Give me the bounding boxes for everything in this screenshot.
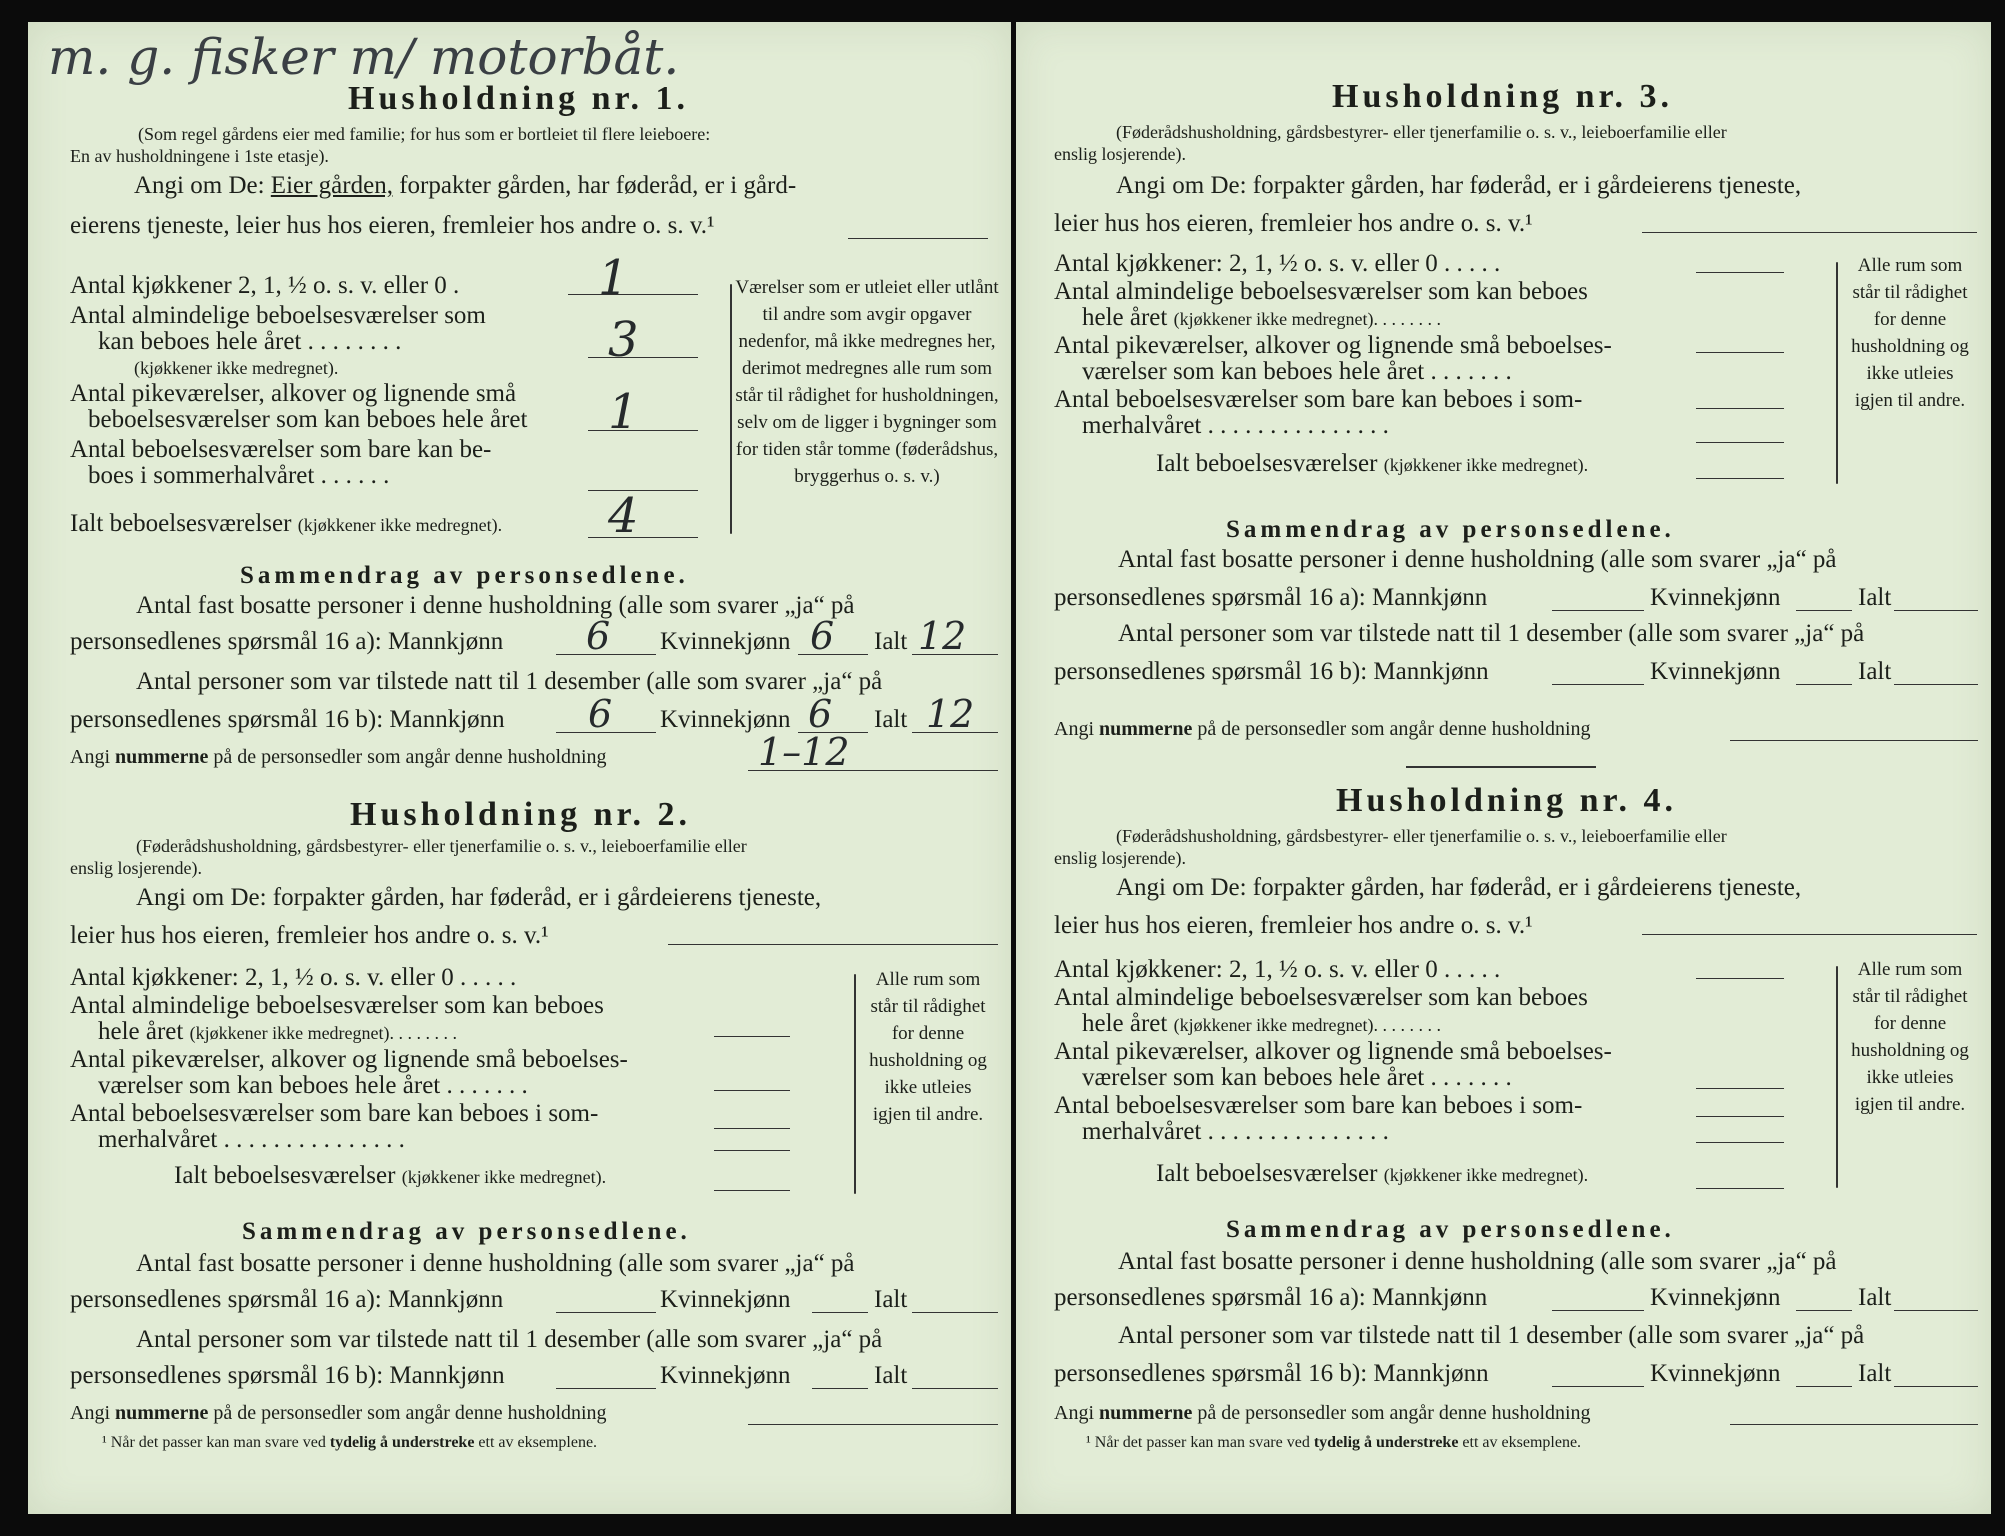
hh4-s2-line-2: personsedlenes spørsmål 16 b): Mannkjønn bbox=[1054, 1360, 1489, 1387]
hh1-s1-ialt: Ialt bbox=[874, 628, 908, 655]
hh3-summary-title: Sammendrag av personsedlene. bbox=[1226, 516, 1675, 543]
hh1-s2-line-2: personsedlenes spørsmål 16 b): Mannkjønn bbox=[70, 706, 505, 733]
hh3-note-1: (Føderådshusholdning, gårdsbestyrer- eller tjenerfamilie o. s. v., leieboerfamilie eller bbox=[1116, 122, 1727, 142]
hh1-total-row bbox=[70, 510, 502, 538]
hh4-note-2: enslig losjerende). bbox=[1054, 848, 1186, 868]
right-footnote bbox=[1086, 1434, 1581, 1452]
hh2-s1-kvinne: Kvinnekjønn bbox=[660, 1286, 791, 1313]
hh1-angi-line-1 bbox=[134, 172, 796, 200]
hh4-s2-ialt: Ialt bbox=[1858, 1360, 1892, 1387]
hh4-angi-nummerne bbox=[1054, 1402, 1591, 1425]
hh3-angi-line-1: Angi om De: forpakter gården, har føderåd, er i gårdeierens tjeneste, bbox=[1116, 172, 1802, 199]
hh4-angi-nr-rest: på de personsedler som angår denne husholdning bbox=[1197, 1402, 1591, 1424]
hh2-s1-line-2: personsedlenes spørsmål 16 a): Mannkjønn bbox=[70, 1286, 504, 1313]
hh4-s1-line-2: personsedlenes spørsmål 16 a): Mannkjønn bbox=[1054, 1284, 1488, 1311]
handwritten-header: m. g. fisker m/ motorbåt. bbox=[48, 28, 680, 86]
right-footnote-bold: tydelig å understreke bbox=[1313, 1434, 1459, 1451]
hh2-summary-title: Sammendrag av personsedlene. bbox=[242, 1218, 691, 1245]
hh2-s1-ialt: Ialt bbox=[874, 1286, 908, 1313]
hh3-title: Husholdning nr. 3. bbox=[1332, 78, 1673, 115]
hh1-angi-rest: forpakter gården, har føderåd, er i gård- bbox=[399, 172, 797, 199]
hh3-summer-1: Antal beboelsesværelser som bare kan beboes i som- bbox=[1054, 386, 1583, 413]
hh1-total-value: 4 bbox=[608, 488, 639, 544]
hh2-note-2: enslig losjerende). bbox=[70, 858, 202, 878]
hh1-s1-line-2: personsedlenes spørsmål 16 a): Mannkjønn bbox=[70, 628, 504, 655]
hh3-angi-nr-rest: på de personsedler som angår denne husholdning bbox=[1197, 718, 1591, 740]
hh1-s1-female: 6 bbox=[810, 614, 835, 658]
hh1-rooms-line-1: Antal almindelige beboelsesværelser som bbox=[70, 302, 486, 329]
hh2-angi-nr-rest: på de personsedler som angår denne husholdning bbox=[213, 1402, 607, 1424]
hh4-summer-1: Antal beboelsesværelser som bare kan beboes i som- bbox=[1054, 1092, 1583, 1119]
hh2-s2-ialt: Ialt bbox=[874, 1362, 908, 1389]
hh2-s2-line-1: Antal personer som var tilstede natt til 1 desember (alle som svarer „ja“ på bbox=[136, 1326, 883, 1353]
hh2-note-1: (Føderådshusholdning, gårdsbestyrer- eller tjenerfamilie o. s. v., leieboerfamilie eller bbox=[136, 836, 747, 856]
hh2-angi-nr-pre: Angi bbox=[70, 1402, 110, 1424]
hh3-total-note: (kjøkkener ikke medregnet). bbox=[1383, 455, 1589, 475]
hh1-rooms-line-3: (kjøkkener ikke medregnet). bbox=[134, 358, 339, 378]
hh3-side-note: Alle rum som står til rådighet for denne husholdning og ikke utleies igjen til andre. bbox=[1851, 255, 1969, 411]
hh4-summer-2: merhalvåret . . . . . . . . . . . . . . . bbox=[1082, 1118, 1389, 1145]
hh1-total-label: Ialt beboelsesværelser bbox=[70, 510, 292, 537]
hh2-rooms-2 bbox=[98, 1018, 457, 1046]
hh3-total-label: Ialt beboelsesværelser bbox=[1156, 450, 1378, 477]
hh2-angi-nr-bold: nummerne bbox=[115, 1402, 209, 1424]
hh2-s2-line-2: personsedlenes spørsmål 16 b): Mannkjønn bbox=[70, 1362, 505, 1389]
left-footnote-pre: ¹ Når det passer kan man svare ved bbox=[102, 1434, 326, 1451]
hh4-s1-line-1: Antal fast bosatte personer i denne husholdning (alle som svarer „ja“ på bbox=[1118, 1248, 1837, 1275]
hh3-note-2: enslig losjerende). bbox=[1054, 144, 1186, 164]
hh1-total-note: (kjøkkener ikke medregnet). bbox=[297, 515, 503, 535]
hh2-summer-1: Antal beboelsesværelser som bare kan beboes i som- bbox=[70, 1100, 599, 1127]
hh3-rooms-1: Antal almindelige beboelsesværelser som kan beboes bbox=[1054, 278, 1588, 305]
hh1-s2-ialt: Ialt bbox=[874, 706, 908, 733]
hh3-angi-nr-pre: Angi bbox=[1054, 718, 1094, 740]
hh4-side-note: Alle rum som står til rådighet for denne husholdning og ikke utleies igjen til andre. bbox=[1851, 959, 1969, 1115]
hh3-s2-kvinne: Kvinnekjønn bbox=[1650, 658, 1781, 685]
hh3-small-2: værelser som kan beboes hele året . . . . . . . bbox=[1082, 358, 1512, 385]
hh1-s1-male: 6 bbox=[586, 614, 611, 658]
hh3-small-1: Antal pikeværelser, alkover og lignende små beboelses- bbox=[1054, 332, 1612, 359]
hh1-title: Husholdning nr. 1. bbox=[348, 80, 689, 117]
hh2-total-note: (kjøkkener ikke medregnet). bbox=[401, 1167, 607, 1187]
right-page bbox=[1016, 22, 1991, 1514]
left-footnote bbox=[102, 1434, 597, 1452]
hh3-s1-line-2: personsedlenes spørsmål 16 a): Mannkjønn bbox=[1054, 584, 1488, 611]
hh2-small-2: værelser som kan beboes hele året . . . . . . . bbox=[98, 1072, 528, 1099]
hh2-rooms-2-label: hele året bbox=[98, 1018, 184, 1045]
hh4-s2-kvinne: Kvinnekjønn bbox=[1650, 1360, 1781, 1387]
hh3-angi-line-2: leier hus hos eieren, fremleier hos andre o. s. v.¹ bbox=[1054, 210, 1533, 237]
hh1-s2-male: 6 bbox=[588, 692, 613, 736]
hh2-angi-line-1: Angi om De: forpakter gården, har føderåd, er i gårdeierens tjeneste, bbox=[136, 884, 822, 911]
hh1-side-note: Værelser som er utleiet eller utlånt til andre som avgir opgaver nedenfor, må ikke medregnes her, derimot medregnes alle rum som står til rådighet for husholdningen, selv om de ligger i bygninger som for tiden står tomme (føderådshus, bryggerhus o. s. v.) bbox=[735, 277, 999, 487]
hh2-rooms-1: Antal almindelige beboelsesværelser som kan beboes bbox=[70, 992, 604, 1019]
hh1-s1-line-1: Antal fast bosatte personer i denne husholdning (alle som svarer „ja“ på bbox=[136, 592, 855, 619]
hh3-summer-2: merhalvåret . . . . . . . . . . . . . . . bbox=[1082, 412, 1389, 439]
hh1-note-2: En av husholdningene i 1ste etasje). bbox=[70, 146, 329, 166]
hh1-kitchens-label: Antal kjøkkener 2, 1, ½ o. s. v. eller 0 . bbox=[70, 272, 460, 299]
hh2-side-note: Alle rum som står til rådighet for denne husholdning og ikke utleies igjen til andre. bbox=[869, 969, 987, 1125]
hh1-rooms-value: 3 bbox=[608, 312, 639, 368]
hh2-summer-2: merhalvåret . . . . . . . . . . . . . . . bbox=[98, 1126, 405, 1153]
hh1-rooms-line-2: kan beboes hele året . . . . . . . . bbox=[98, 328, 402, 355]
hh3-rooms-2-note: (kjøkkener ikke medregnet). . . . . . . . bbox=[1173, 309, 1442, 329]
hh1-s1-kvinne: Kvinnekjønn bbox=[660, 628, 791, 655]
hh1-angi-underlined: Eier gården, bbox=[270, 172, 393, 199]
hh3-rooms-2-label: hele året bbox=[1082, 304, 1168, 331]
hh4-rooms-1: Antal almindelige beboelsesværelser som kan beboes bbox=[1054, 984, 1588, 1011]
hh4-total-label: Ialt beboelsesværelser bbox=[1156, 1160, 1378, 1187]
hh2-angi-line-2: leier hus hos eieren, fremleier hos andre o. s. v.¹ bbox=[70, 922, 549, 949]
hh4-s2-line-1: Antal personer som var tilstede natt til 1 desember (alle som svarer „ja“ på bbox=[1118, 1322, 1865, 1349]
hh4-summary-title: Sammendrag av personsedlene. bbox=[1226, 1216, 1675, 1243]
hh1-s2-female: 6 bbox=[808, 692, 833, 736]
right-footnote-pre: ¹ Når det passer kan man svare ved bbox=[1086, 1434, 1310, 1451]
hh1-s2-kvinne: Kvinnekjønn bbox=[660, 706, 791, 733]
hh1-s2-total: 12 bbox=[926, 692, 975, 736]
hh4-s1-ialt: Ialt bbox=[1858, 1284, 1892, 1311]
hh2-angi-nummerne bbox=[70, 1402, 607, 1425]
hh2-total-row bbox=[174, 1162, 606, 1190]
hh1-angi-nr-rest: på de personsedler som angår denne husholdning bbox=[213, 746, 607, 768]
hh4-rooms-2-note: (kjøkkener ikke medregnet). . . . . . . . bbox=[1173, 1015, 1442, 1035]
hh1-s2-line-1: Antal personer som var tilstede natt til 1 desember (alle som svarer „ja“ på bbox=[136, 668, 883, 695]
hh2-title: Husholdning nr. 2. bbox=[350, 796, 691, 833]
hh3-kitchens: Antal kjøkkener: 2, 1, ½ o. s. v. eller 0 . . . . . bbox=[1054, 250, 1501, 277]
hh2-rooms-2-note: (kjøkkener ikke medregnet). . . . . . . . bbox=[189, 1023, 458, 1043]
hh4-small-2: værelser som kan beboes hele året . . . . . . . bbox=[1082, 1064, 1512, 1091]
hh1-summer-line-2: boes i sommerhalvåret . . . . . . bbox=[88, 462, 390, 489]
hh3-s1-ialt: Ialt bbox=[1858, 584, 1892, 611]
hh1-note-1: (Som regel gårdens eier med familie; for hus som er bortleiet til flere leieboere: bbox=[138, 124, 711, 144]
hh2-small-1: Antal pikeværelser, alkover og lignende små beboelses- bbox=[70, 1046, 628, 1073]
hh2-kitchens: Antal kjøkkener: 2, 1, ½ o. s. v. eller 0 . . . . . bbox=[70, 964, 517, 991]
hh2-s1-line-1: Antal fast bosatte personer i denne husholdning (alle som svarer „ja“ på bbox=[136, 1250, 855, 1277]
hh1-small-value: 1 bbox=[608, 384, 639, 440]
hh3-s2-line-2: personsedlenes spørsmål 16 b): Mannkjønn bbox=[1054, 658, 1489, 685]
hh1-summer-line-1: Antal beboelsesværelser som bare kan be- bbox=[70, 436, 492, 463]
hh1-angi-nummerne bbox=[70, 746, 607, 769]
hh3-total-row bbox=[1156, 450, 1588, 478]
hh4-angi-line-1: Angi om De: forpakter gården, har føderåd, er i gårdeierens tjeneste, bbox=[1116, 874, 1802, 901]
hh3-s2-ialt: Ialt bbox=[1858, 658, 1892, 685]
hh3-s2-line-1: Antal personer som var tilstede natt til 1 desember (alle som svarer „ja“ på bbox=[1118, 620, 1865, 647]
hh3-angi-nr-bold: nummerne bbox=[1099, 718, 1193, 740]
hh4-total-row bbox=[1156, 1160, 1588, 1188]
hh1-angi-nr-bold: nummerne bbox=[115, 746, 209, 768]
hh4-angi-nr-bold: nummerne bbox=[1099, 1402, 1193, 1424]
hh3-rooms-2 bbox=[1082, 304, 1441, 332]
hh1-angi-line-2: eierens tjeneste, leier hus hos eieren, fremleier hos andre o. s. v.¹ bbox=[70, 212, 715, 239]
hh4-angi-line-2: leier hus hos eieren, fremleier hos andre o. s. v.¹ bbox=[1054, 912, 1533, 939]
hh2-total-label: Ialt beboelsesværelser bbox=[174, 1162, 396, 1189]
hh3-s1-line-1: Antal fast bosatte personer i denne husholdning (alle som svarer „ja“ på bbox=[1118, 546, 1837, 573]
left-page bbox=[28, 22, 1011, 1514]
hh4-rooms-2-label: hele året bbox=[1082, 1010, 1168, 1037]
hh4-angi-nr-pre: Angi bbox=[1054, 1402, 1094, 1424]
hh4-kitchens: Antal kjøkkener: 2, 1, ½ o. s. v. eller 0 . . . . . bbox=[1054, 956, 1501, 983]
hh1-s1-total: 12 bbox=[918, 614, 967, 658]
hh3-angi-nummerne bbox=[1054, 718, 1591, 741]
hh4-total-note: (kjøkkener ikke medregnet). bbox=[1383, 1165, 1589, 1185]
hh1-small-line-2: beboelsesværelser som kan beboes hele året bbox=[88, 406, 528, 433]
hh4-title: Husholdning nr. 4. bbox=[1336, 782, 1677, 819]
right-footnote-rest: ett av eksemplene. bbox=[1462, 1434, 1582, 1451]
hh2-s2-kvinne: Kvinnekjønn bbox=[660, 1362, 791, 1389]
hh1-angi-nr-pre: Angi bbox=[70, 746, 110, 768]
hh1-kitchens-value: 1 bbox=[598, 250, 629, 306]
hh4-note-1: (Føderådshusholdning, gårdsbestyrer- eller tjenerfamilie o. s. v., leieboerfamilie eller bbox=[1116, 826, 1727, 846]
left-footnote-rest: ett av eksemplene. bbox=[478, 1434, 598, 1451]
hh1-angi-pre: Angi om De: bbox=[134, 172, 265, 199]
hh4-small-1: Antal pikeværelser, alkover og lignende små beboelses- bbox=[1054, 1038, 1612, 1065]
hh1-summary-title: Sammendrag av personsedlene. bbox=[240, 562, 689, 589]
hh4-rooms-2 bbox=[1082, 1010, 1441, 1038]
left-footnote-bold: tydelig å understreke bbox=[329, 1434, 475, 1451]
hh3-s1-kvinne: Kvinnekjønn bbox=[1650, 584, 1781, 611]
hh4-s1-kvinne: Kvinnekjønn bbox=[1650, 1284, 1781, 1311]
hh1-numbers-value: 1–12 bbox=[758, 730, 850, 774]
hh1-small-line-1: Antal pikeværelser, alkover og lignende små bbox=[70, 380, 517, 407]
